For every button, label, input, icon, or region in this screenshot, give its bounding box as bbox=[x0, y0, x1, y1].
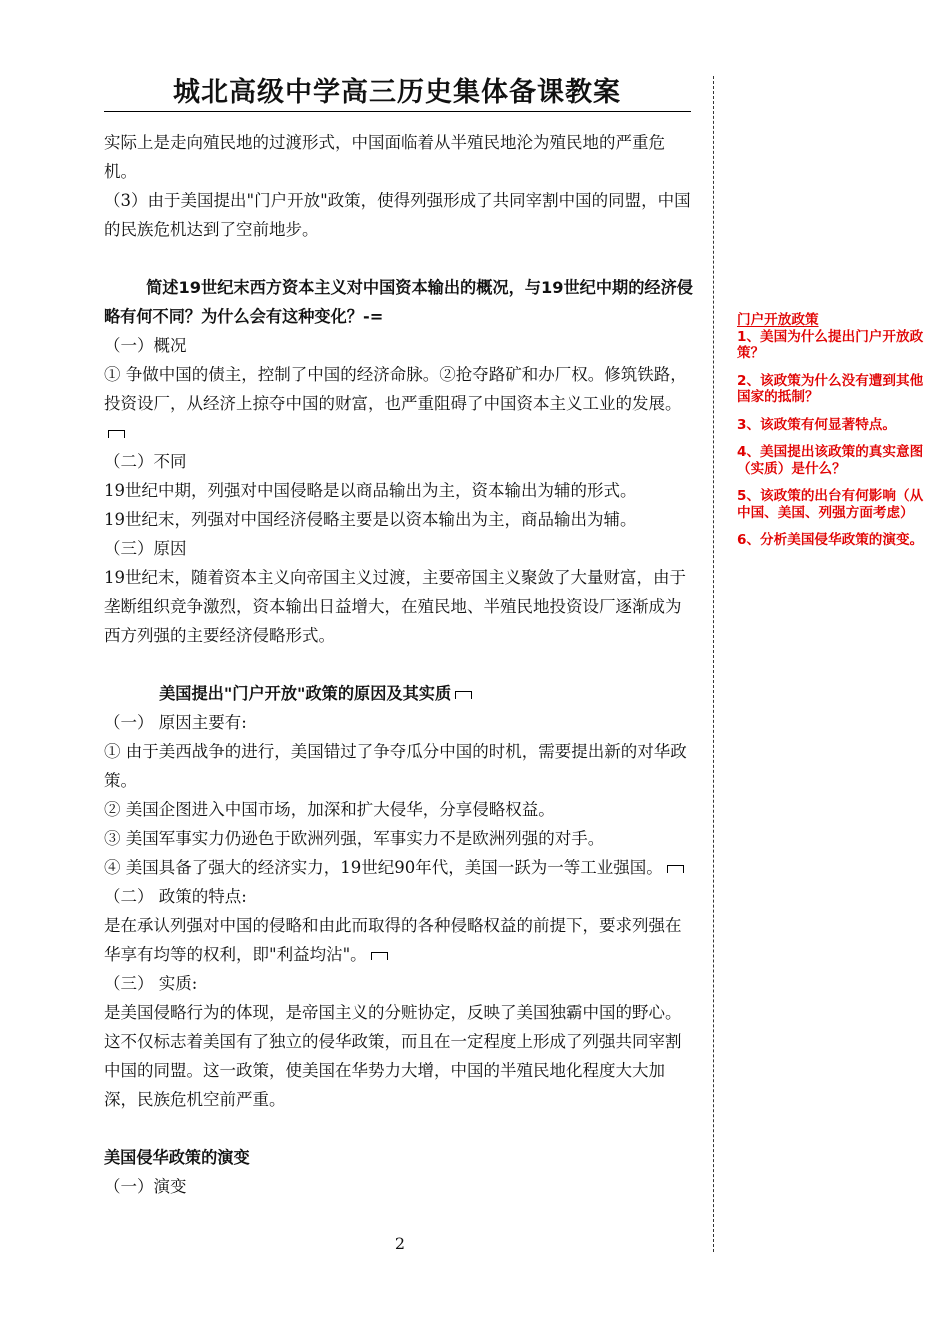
question-heading bbox=[104, 679, 694, 708]
spacer bbox=[104, 650, 694, 679]
edit-mark-icon bbox=[667, 865, 684, 873]
note-item: 6、分析美国侵华政策的演变。 bbox=[737, 532, 924, 548]
paragraph: 19世纪末，随着资本主义向帝国主义过渡，主要帝国主义聚敛了大量财富，由于垄断组织竞争激烈，资本输出日益增大，在殖民地、半殖民地投资设厂逐渐成为西方列强的主要经济侵略形式。 bbox=[104, 568, 686, 645]
margin-divider bbox=[713, 76, 714, 1252]
paragraph bbox=[104, 853, 694, 882]
margin-notes bbox=[737, 312, 927, 560]
paragraph-text: ④ 美国具备了强大的经济实力，19世纪90年代，美国一跃为一等工业强国。 bbox=[104, 858, 663, 877]
edit-mark-icon bbox=[455, 691, 472, 699]
section-heading: （三）原因 bbox=[104, 539, 187, 558]
main-content bbox=[104, 128, 694, 1201]
paragraph: 是美国侵略行为的体现，是帝国主义的分赃协定，反映了美国独霸中国的野心。这不仅标志着美国有了独立的侵华政策，而且在一定程度上形成了列强共同宰割中国的同盟。这一政策，使美国在华势力大增，中国的半殖民地化程度大大加深，民族危机空前严重。 bbox=[104, 1003, 682, 1109]
paragraph: 19世纪中期，列强对中国侵略是以商品输出为主，资本输出为辅的形式。 bbox=[104, 481, 637, 500]
paragraph-text: ① 争做中国的债主，控制了中国的经济命脉。②抢夺路矿和办厂权。修筑铁路，投资设厂，从经济上掠夺中国的财富，也严重阻碍了中国资本主义工业的发展。 bbox=[104, 365, 687, 413]
spacer bbox=[104, 244, 694, 273]
note-item: 5、该政策的出台有何影响（从中国、美国、列强方面考虑） bbox=[737, 488, 924, 521]
note-item: 2、该政策为什么没有遭到其他国家的抵制？ bbox=[737, 372, 924, 405]
notes-heading: 门户开放政策 bbox=[737, 312, 819, 328]
section-heading: （二） 政策的特点: bbox=[104, 887, 247, 906]
paragraph: （3）由于美国提出"门户开放"政策，使得列强形成了共同宰割中国的同盟，中国的民族危机达到了空前地步。 bbox=[104, 191, 691, 239]
paragraph-text: 是在承认列强对中国的侵略和由此而取得的各种侵略权益的前提下，要求列强在华享有均等的权利，即"利益均沾"。 bbox=[104, 916, 682, 964]
question-text: 简述19世纪末西方资本主义对中国资本输出的概况，与19世纪中期的经济侵略有何不同？为什么会有这种变化？ bbox=[104, 278, 693, 326]
paragraph: ② 美国企图进入中国市场，加深和扩大侵华，分享侵略权益。 bbox=[104, 800, 555, 819]
question-heading: 美国侵华政策的演变 bbox=[104, 1148, 250, 1167]
paragraph: ③ 美国军事实力仍逊色于欧洲列强，军事实力不是欧洲列强的对手。 bbox=[104, 829, 605, 848]
note-item: 4、美国提出该政策的真实意图（实质）是什么？ bbox=[737, 444, 924, 477]
note-item: 1、美国为什么提出门户开放政策？ bbox=[737, 328, 924, 361]
page-title: 城北高级中学高三历史集体备课教案 bbox=[173, 77, 621, 108]
note-item: 3、该政策有何显著特点。 bbox=[737, 416, 896, 433]
question-marker: -= bbox=[363, 307, 384, 326]
section-heading: （一）概况 bbox=[104, 336, 187, 355]
paragraph: 19世纪末，列强对中国经济侵略主要是以资本输出为主，商品输出为辅。 bbox=[104, 510, 637, 529]
paragraph bbox=[104, 911, 694, 969]
edit-mark-icon bbox=[108, 430, 125, 438]
paragraph: ① 由于美西战争的进行，美国错过了争夺瓜分中国的时机，需要提出新的对华政策。 bbox=[104, 742, 687, 790]
page-number: 2 bbox=[394, 1234, 406, 1253]
title-underline bbox=[104, 111, 691, 112]
paragraph: 实际上是走向殖民地的过渡形式，中国面临着从半殖民地沦为殖民地的严重危机。 bbox=[104, 133, 665, 181]
edit-mark-icon bbox=[371, 952, 388, 960]
section-heading: （一）演变 bbox=[104, 1177, 187, 1196]
question-text: 美国提出"门户开放"政策的原因及其实质 bbox=[159, 684, 452, 703]
spacer bbox=[104, 1114, 694, 1143]
section-heading: （三） 实质: bbox=[104, 974, 198, 993]
section-heading: （二）不同 bbox=[104, 452, 187, 471]
paragraph bbox=[104, 360, 694, 447]
section-heading: （一） 原因主要有: bbox=[104, 713, 247, 732]
question-heading bbox=[104, 273, 694, 331]
